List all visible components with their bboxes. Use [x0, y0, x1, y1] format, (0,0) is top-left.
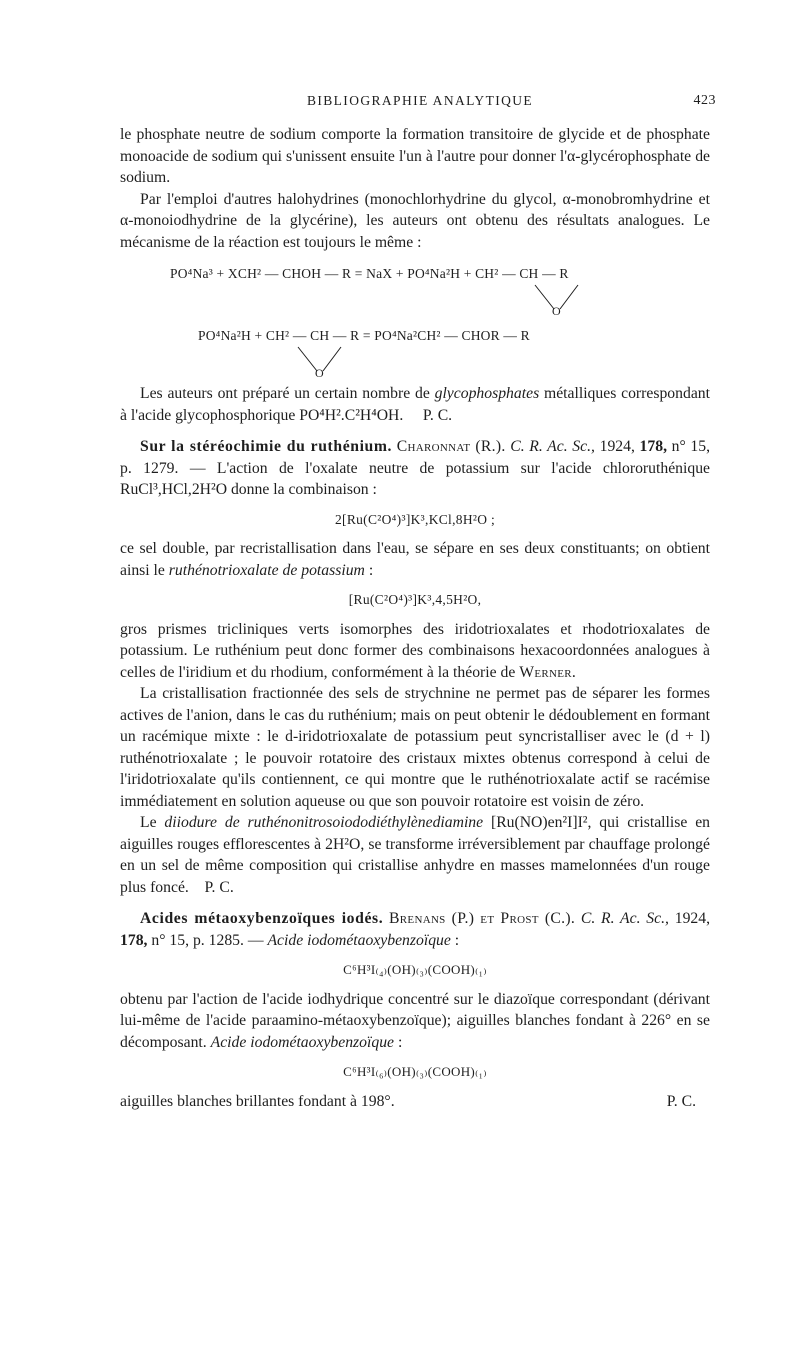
formula: C⁶H³I₍₄₎(OH)₍₃₎(COOH)₍₁₎ [343, 962, 487, 977]
text-run: obtenu par l'action de l'acide iodhydrique concentré sur le diazoïque correspondant (dérivant lui-même de l'acide paraamino-métaoxybenzoïque); aiguilles blanches fondant à 226° en se décomposant. [120, 990, 710, 1051]
page-number: 423 [693, 93, 716, 108]
epoxide-oxygen-2: O [315, 366, 324, 380]
page-body [120, 124, 710, 1112]
journal: C. R. Ac. Sc., [580, 910, 669, 927]
equation-1: PO⁴Na³ + XCH² — CHOH — R = NaX + PO⁴Na²H + CH² — CH — R [170, 266, 569, 281]
text-run: . [571, 663, 576, 681]
italic-term: Acide iodométaoxybenzoïque [210, 1033, 395, 1051]
dash: — [247, 931, 264, 949]
ref-volume: 178, [120, 931, 148, 949]
article-title: Acides métaoxybenzoïques iodés. [140, 910, 384, 927]
paragraph [120, 989, 710, 1054]
ref-year: 1924, [674, 910, 711, 927]
text-run: [Ru(NO)en²I]I², qui cristallise en aiguilles rouges efflorescentes à 2H²O, se transforme irréversiblement par chauffage prolongé en un sel de même composition qui cristallise anhydre en masses mamelonnées d'un rouge plus foncé. [120, 814, 710, 896]
authors: Brenans (P.) et Prost (C.). [389, 910, 576, 927]
ref-year: 1924, [599, 438, 635, 455]
equation-2: PO⁴Na²H + CH² — CH — R = PO⁴Na²CH² — CHOR — R [198, 328, 530, 343]
text-run: — L'action de l'oxalate neutre de potassium sur l'acide chlororuthénique RuCl³,HCl,2H²O donne la combinaison : [120, 459, 711, 498]
italic-term: Acide iodométaoxybenzoïque [267, 931, 451, 949]
text-run: gros prismes tricliniques verts isomorphes des iridotrioxalates et rhodotrioxalates de potassium. Le ruthénium peut donc former des combinaisons hexacoordonnées analogues à celles de l'iridium et du rhodium, conformément à la théorie de [120, 620, 710, 681]
colon: : [450, 931, 460, 949]
text-run: ce sel double, par recristallisation dans l'eau, se sépare en ses deux constituants; on obtient ainsi le [120, 540, 710, 579]
signature: P. C. [422, 406, 453, 424]
article-title: Sur la stéréochimie du ruthénium. [140, 438, 393, 455]
epoxide-oxygen-1: O [552, 304, 561, 318]
signature: P. C. [204, 878, 234, 896]
ref-issue: n° 15, p. 1285. [151, 931, 244, 949]
running-head: BIBLIOGRAPHIE ANALYTIQUE [306, 93, 534, 108]
signature: P. C. [666, 1092, 696, 1110]
paragraph [120, 1091, 710, 1113]
ref-issue: n° 15, p. 1279. [120, 438, 711, 477]
paragraph [120, 538, 710, 581]
paragraph: le phosphate neutre de sodium comporte la formation transitoire de glycide et de phosphate monoacide de sodium qui s'unissent ensuite l'un à l'autre pour donner l'α-glycérophosphate de sodium. [120, 126, 710, 186]
italic-term: ruthénotrioxalate de potassium [168, 561, 365, 579]
paragraph [120, 436, 710, 501]
text-run: : [364, 561, 374, 579]
paragraph: Par l'emploi d'autres halohydrines (monochlorhydrine du glycol, α-monobromhydrine et α-monoiodhydrine de la glycérine), les auteurs ont obtenu des résultats analogues. Le mécanisme de la réaction est toujours le même : [120, 190, 710, 251]
formula: 2[Ru(C²O⁴)³]K³,KCl,8H²O ; [334, 511, 495, 527]
text-run: Le [140, 814, 165, 831]
italic-term: glycophosphates [434, 385, 540, 402]
formula: C⁶H³I₍₆₎(OH)₍₃₎(COOH)₍₁₎ [343, 1064, 487, 1079]
text-run: Les auteurs ont préparé un certain nombre de [140, 385, 435, 402]
italic-term: diiodure de ruthénonitrosoiododiéthylènediamine [164, 814, 484, 831]
paragraph: La cristallisation fractionnée des sels de strychnine ne permet pas de séparer les formes actives de l'anion, dans le cas du ruthénium; mais on peut obtenir le dédoublement en formant un racémique mixte : le d-iridotrioxalate de potassium peut syncristalliser avec le (d + l) ruthénotrioxalate ; le pouvoir rotatoire des cristaux mixtes obtenus correspond à celui de l'iridotrioxalate qu'ils contiennent, ce qui montre que le ruthénotrioxalate actif se racémise immédiatement en solution aqueuse ou que son pouvoir rotatoire est voisin de zéro. [120, 685, 710, 810]
ref-volume: 178, [639, 438, 667, 455]
page-header [120, 93, 720, 117]
author: Charonnat (R.). [396, 438, 506, 455]
reaction-scheme [120, 253, 710, 383]
paragraph [120, 619, 710, 684]
formula: [Ru(C²O⁴)³]K³,4,5H²O, [348, 592, 482, 607]
journal: C. R. Ac. Sc., [510, 438, 595, 455]
text-run: métalliques correspondant à l'acide glycophosphorique PO⁴H².C²H⁴OH. [120, 385, 710, 424]
paragraph [120, 812, 710, 898]
paragraph [120, 383, 710, 426]
text-run: aiguilles blanches brillantes fondant à 198°. [120, 1092, 395, 1110]
person-name: Werner [519, 663, 572, 681]
paragraph [120, 908, 710, 951]
text-run: : [394, 1033, 403, 1051]
